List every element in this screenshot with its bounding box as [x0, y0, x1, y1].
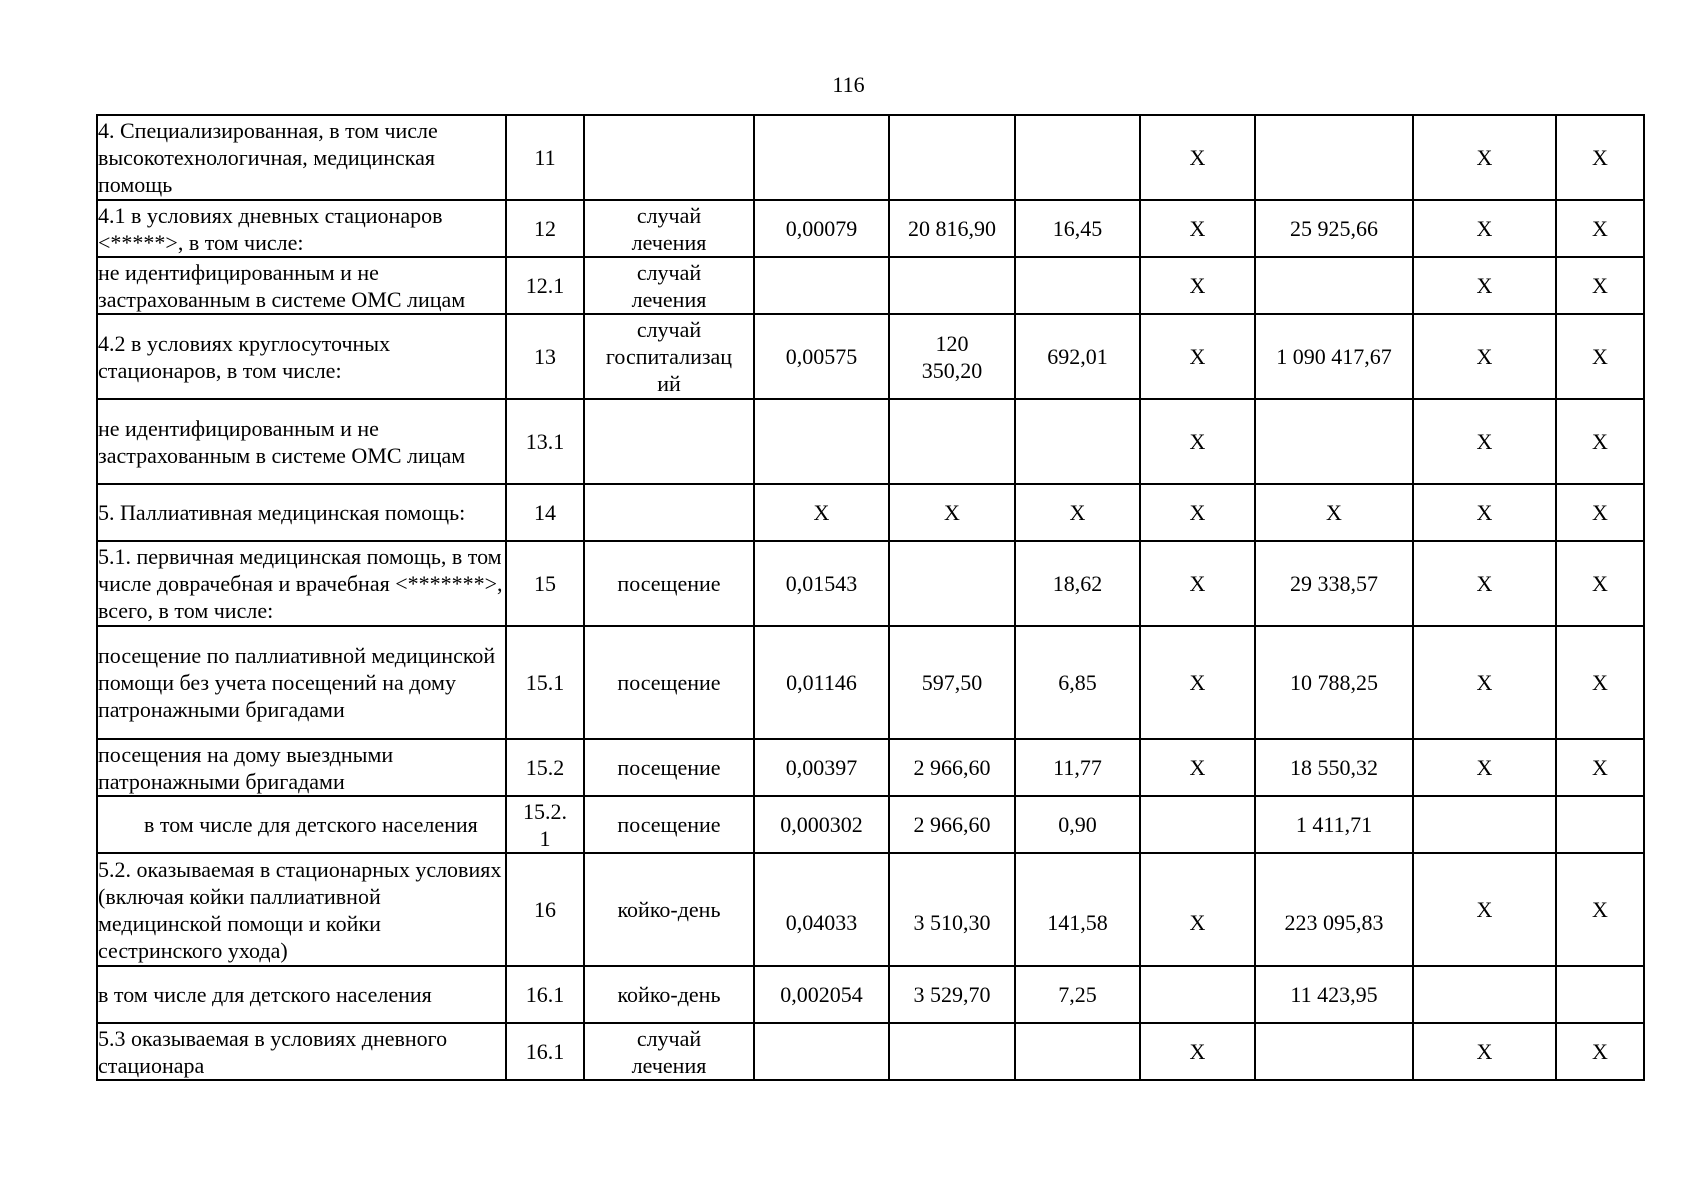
value-cell [1015, 115, 1140, 200]
table-row [97, 541, 1644, 626]
value-cell: 120 350,20 [889, 314, 1015, 399]
value-cell [1413, 966, 1556, 1023]
value-cell [1255, 115, 1413, 200]
value-cell: 1 090 417,67 [1255, 314, 1413, 399]
value-cell: X [1140, 484, 1255, 541]
value-cell [1413, 796, 1556, 853]
unit-cell: случай лечения [584, 200, 754, 257]
value-cell: X [1413, 484, 1556, 541]
row-number: 11 [506, 115, 584, 200]
value-cell: X [1140, 739, 1255, 796]
row-label: 4. Специализированная, в том числе высокотехнологичная, медицинская помощь [97, 115, 506, 200]
row-label: 4.1 в условиях дневных стационаров <*****>, в том числе: [97, 200, 506, 257]
value-cell: X [1140, 1023, 1255, 1080]
value-cell [1140, 966, 1255, 1023]
value-cell: 10 788,25 [1255, 626, 1413, 739]
value-cell: X [1140, 399, 1255, 484]
value-cell: 0,01543 [754, 541, 889, 626]
row-label: не идентифицированным и не застрахованным в системе ОМС лицам [97, 399, 506, 484]
value-cell: X [1255, 484, 1413, 541]
row-label: 5.3 оказываемая в условиях дневного стационара [97, 1023, 506, 1080]
value-cell [1015, 399, 1140, 484]
value-cell [754, 399, 889, 484]
table-row [97, 484, 1644, 541]
value-cell: X [1413, 541, 1556, 626]
value-cell: 20 816,90 [889, 200, 1015, 257]
row-label: в том числе для детского населения [97, 796, 506, 853]
value-cell: 223 095,83 [1255, 853, 1413, 966]
value-cell: X [1413, 399, 1556, 484]
row-number: 15.1 [506, 626, 584, 739]
value-cell [754, 1023, 889, 1080]
value-cell: X [1556, 739, 1644, 796]
value-cell: X [1556, 399, 1644, 484]
value-cell [1015, 1023, 1140, 1080]
value-cell: 2 966,60 [889, 796, 1015, 853]
value-cell: X [1556, 314, 1644, 399]
value-cell [1015, 257, 1140, 314]
value-cell: X [1413, 200, 1556, 257]
table-row [97, 626, 1644, 739]
unit-cell: посещение [584, 739, 754, 796]
value-cell: 1 411,71 [1255, 796, 1413, 853]
value-cell: 141,58 [1015, 853, 1140, 966]
row-label: в том числе для детского населения [97, 966, 506, 1023]
unit-cell: посещение [584, 541, 754, 626]
value-cell [1556, 796, 1644, 853]
value-cell [754, 257, 889, 314]
value-cell: 18,62 [1015, 541, 1140, 626]
row-number: 13 [506, 314, 584, 399]
value-cell [1255, 1023, 1413, 1080]
table-row [97, 200, 1644, 257]
value-cell: 0,002054 [754, 966, 889, 1023]
value-cell: 0,00575 [754, 314, 889, 399]
value-cell: 3 510,30 [889, 853, 1015, 966]
unit-cell: посещение [584, 796, 754, 853]
value-cell: X [1556, 200, 1644, 257]
value-cell [889, 115, 1015, 200]
value-cell: X [1556, 541, 1644, 626]
value-cell: X [889, 484, 1015, 541]
value-cell: 16,45 [1015, 200, 1140, 257]
unit-cell: случай лечения [584, 257, 754, 314]
row-label: посещения на дому выездными патронажными бригадами [97, 739, 506, 796]
value-cell [889, 399, 1015, 484]
value-cell: X [1413, 115, 1556, 200]
value-cell: 18 550,32 [1255, 739, 1413, 796]
value-cell: X [1140, 200, 1255, 257]
tariff-table [96, 114, 1645, 1081]
row-number: 12.1 [506, 257, 584, 314]
row-number: 15.2 [506, 739, 584, 796]
value-cell [754, 115, 889, 200]
value-cell: X [1413, 739, 1556, 796]
value-cell: X [1413, 853, 1556, 966]
unit-cell: случай госпитализац ий [584, 314, 754, 399]
value-cell: X [1015, 484, 1140, 541]
table-row [97, 853, 1644, 966]
row-label: посещение по паллиативной медицинской помощи без учета посещений на дому патронажными бригадами [97, 626, 506, 739]
value-cell [1255, 257, 1413, 314]
value-cell: 692,01 [1015, 314, 1140, 399]
value-cell: X [1556, 484, 1644, 541]
value-cell: 29 338,57 [1255, 541, 1413, 626]
value-cell: X [1556, 257, 1644, 314]
value-cell: 11 423,95 [1255, 966, 1413, 1023]
row-number: 16 [506, 853, 584, 966]
value-cell: X [1140, 626, 1255, 739]
table-row [97, 314, 1644, 399]
row-number: 15.2. 1 [506, 796, 584, 853]
unit-cell [584, 399, 754, 484]
table-row [97, 966, 1644, 1023]
row-label: 5. Паллиативная медицинская помощь: [97, 484, 506, 541]
value-cell: 3 529,70 [889, 966, 1015, 1023]
value-cell [1140, 796, 1255, 853]
value-cell: X [1556, 626, 1644, 739]
value-cell: 0,00397 [754, 739, 889, 796]
row-number: 14 [506, 484, 584, 541]
table-row [97, 115, 1644, 200]
table-row [97, 1023, 1644, 1080]
value-cell: X [1556, 1023, 1644, 1080]
value-cell: X [1140, 257, 1255, 314]
unit-cell: посещение [584, 626, 754, 739]
value-cell: X [1413, 1023, 1556, 1080]
value-cell: X [1140, 314, 1255, 399]
row-number: 16.1 [506, 966, 584, 1023]
table-row [97, 257, 1644, 314]
value-cell: 0,000302 [754, 796, 889, 853]
value-cell: 6,85 [1015, 626, 1140, 739]
value-cell: 0,00079 [754, 200, 889, 257]
value-cell: X [1556, 853, 1644, 966]
unit-cell: койко-день [584, 966, 754, 1023]
value-cell: X [1140, 853, 1255, 966]
value-cell [889, 1023, 1015, 1080]
unit-cell [584, 115, 754, 200]
unit-cell: койко-день [584, 853, 754, 966]
table-row [97, 796, 1644, 853]
value-cell [889, 541, 1015, 626]
value-cell: X [1413, 314, 1556, 399]
row-label: 4.2 в условиях круглосуточных стационаров, в том числе: [97, 314, 506, 399]
row-number: 16.1 [506, 1023, 584, 1080]
unit-cell [584, 484, 754, 541]
value-cell: X [1413, 257, 1556, 314]
row-number: 15 [506, 541, 584, 626]
value-cell: 0,04033 [754, 853, 889, 966]
value-cell: X [1413, 626, 1556, 739]
row-label: 5.2. оказываемая в стационарных условиях (включая койки паллиативной медицинской помощи и койки сестринского ухода) [97, 853, 506, 966]
value-cell: 0,90 [1015, 796, 1140, 853]
table-row [97, 399, 1644, 484]
table-row [97, 739, 1644, 796]
value-cell: X [1140, 541, 1255, 626]
page-number: 116 [832, 72, 865, 97]
value-cell: 597,50 [889, 626, 1015, 739]
value-cell: X [754, 484, 889, 541]
value-cell: 11,77 [1015, 739, 1140, 796]
value-cell: 0,01146 [754, 626, 889, 739]
value-cell: 25 925,66 [1255, 200, 1413, 257]
row-number: 13.1 [506, 399, 584, 484]
value-cell: X [1556, 115, 1644, 200]
value-cell: X [1140, 115, 1255, 200]
row-label: 5.1. первичная медицинская помощь, в том числе доврачебная и врачебная <*******>, всего, в том числе: [97, 541, 506, 626]
value-cell [889, 257, 1015, 314]
value-cell: 2 966,60 [889, 739, 1015, 796]
value-cell: 7,25 [1015, 966, 1140, 1023]
value-cell [1556, 966, 1644, 1023]
unit-cell: случай лечения [584, 1023, 754, 1080]
row-label: не идентифицированным и не застрахованным в системе ОМС лицам [97, 257, 506, 314]
row-number: 12 [506, 200, 584, 257]
value-cell [1255, 399, 1413, 484]
